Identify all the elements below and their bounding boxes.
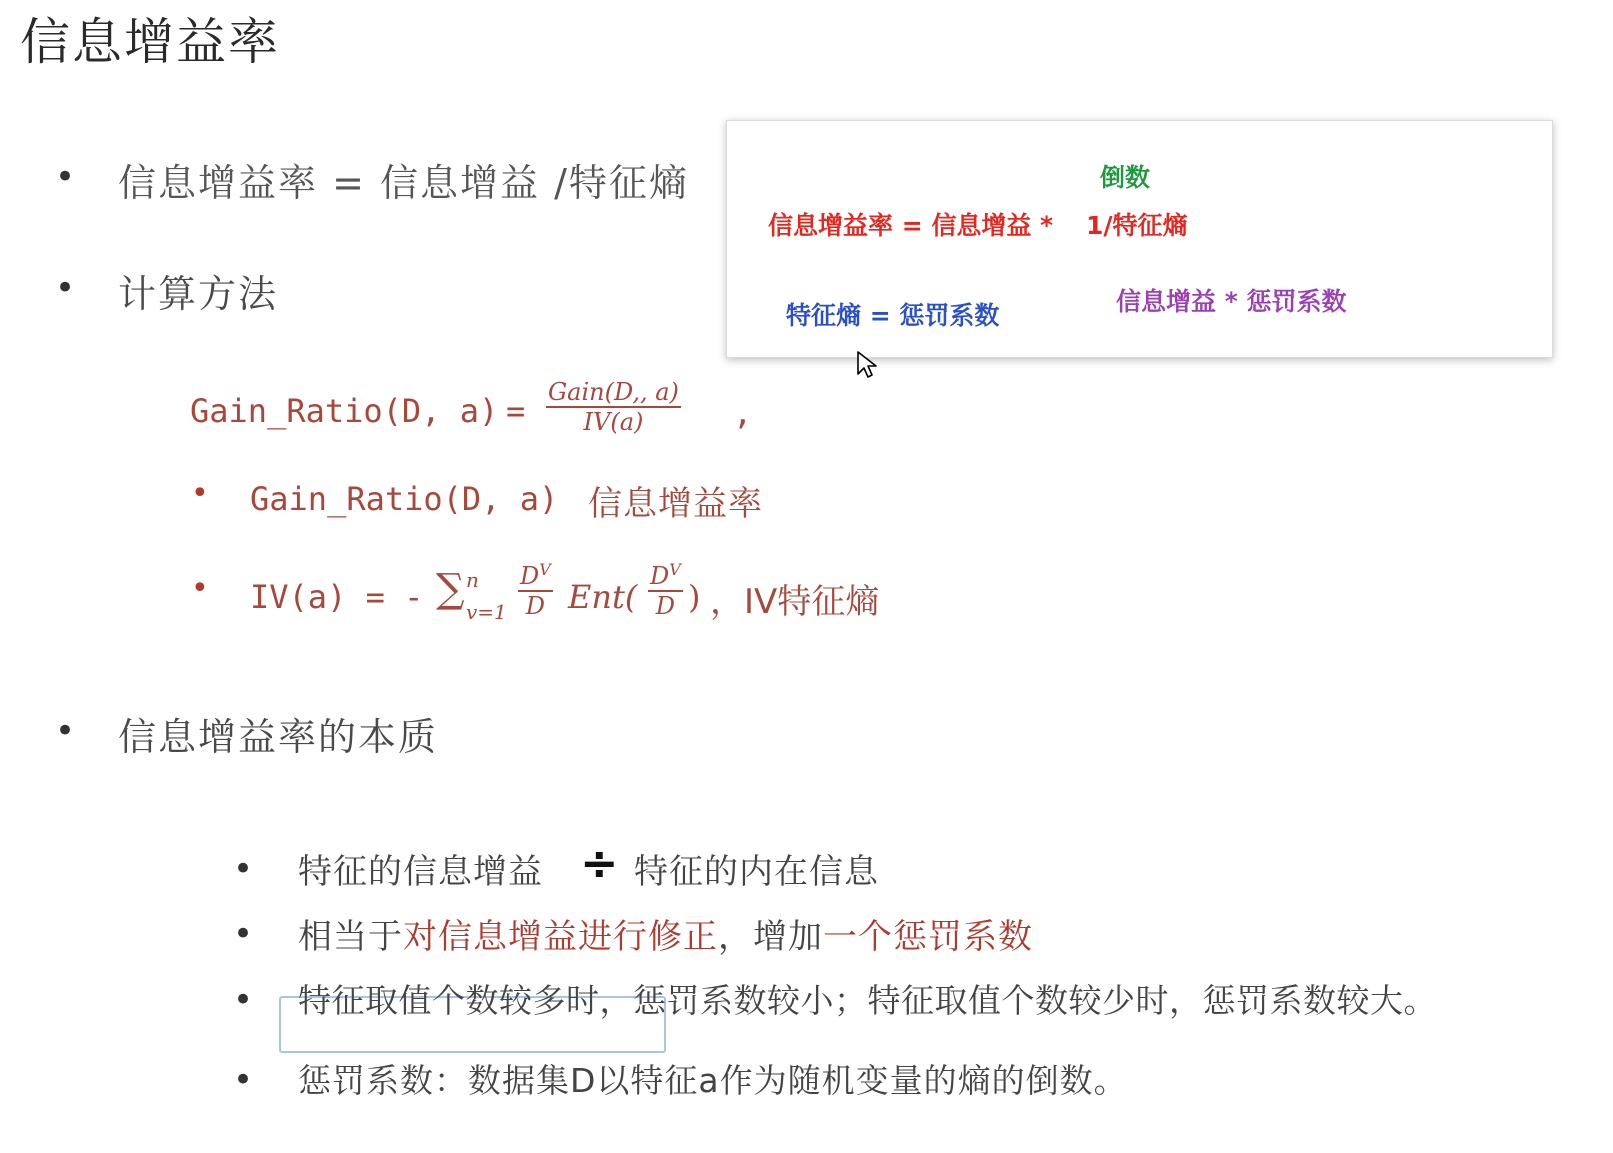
frac1-num: D [520,562,540,590]
essence-1a: 特征的信息增益 [298,852,543,892]
bullet-dot: • [191,476,209,511]
essence-2-plain1: 相当于 [298,917,403,957]
formula-numerator: Gain(D,, a) [548,378,679,406]
bullet-dot: • [233,980,254,1020]
formula-fraction [546,378,681,436]
formula-denominator: IV(a) [583,408,644,436]
essence-2 [298,909,1033,958]
sub2-fraction-2 [648,560,683,620]
essence-heading: 信息增益率的本质 [118,715,439,759]
definition-text: 信息增益率 = 信息增益 /特征熵 [118,161,689,205]
bullet-dot: • [191,571,209,606]
frac1-den: D [525,592,546,620]
bullet-dot: • [233,1060,254,1100]
bullet-dot: • [55,711,76,751]
ent-func: Ent( [568,578,638,616]
formula-eq: = [506,392,526,430]
sub2-lhs: IV(a) = - [250,578,424,616]
formula-comma: , [733,394,753,432]
essence-3 [298,975,1437,1022]
bullet-dot: • [233,849,254,889]
note-line2: 特征熵 = 惩罚系数 [786,301,1000,330]
divide-icon: ÷ [580,836,619,890]
sub1-code: Gain_Ratio(D, a) [250,480,559,518]
sub1-text: 信息增益率 [588,484,763,524]
note-line3: 信息增益 * 惩罚系数 [1116,287,1347,316]
essence-2-red1: 对信息增益进行修正 [403,917,718,957]
method-heading: 计算方法 [118,272,279,316]
note-reciprocal: 倒数 [1100,163,1151,192]
ent-close: ) [688,578,701,616]
sum-subscript: v=1 [466,600,507,624]
mouse-cursor-icon [856,350,878,380]
note-line1b: 1/特征熵 [1086,211,1188,240]
frac1-sup: V [539,560,551,579]
frac2-num: D [650,562,670,590]
bullet-dot: • [233,914,254,954]
note-line1: 信息增益率 = 信息增益 * [768,211,1054,240]
bullet-dot: • [55,157,76,197]
essence-1b: 特征的内在信息 [634,852,879,892]
sum-superscript: n [466,568,479,592]
essence-3-boxed: 特征取值个数较多时， [298,981,633,1020]
frac2-sup: V [669,560,681,579]
frac2-den: D [655,592,676,620]
sub2-fraction-1 [518,560,553,620]
slide-title: 信息增益率 [20,13,280,71]
formula-lhs: Gain_Ratio(D, a) [190,392,499,430]
essence-2-red2: 一个惩罚系数 [823,917,1033,957]
essence-4: 惩罚系数：数据集D以特征a作为随机变量的熵的倒数。 [298,1061,1128,1100]
bullet-dot: • [55,268,76,308]
essence-3-rest: 惩罚系数较小；特征取值个数较少时，惩罚系数较大。 [633,981,1437,1020]
sum-symbol: ∑ [436,566,465,612]
sub2-tail: ，IV特征熵 [710,582,880,622]
essence-2-plain2: ，增加 [718,917,823,957]
